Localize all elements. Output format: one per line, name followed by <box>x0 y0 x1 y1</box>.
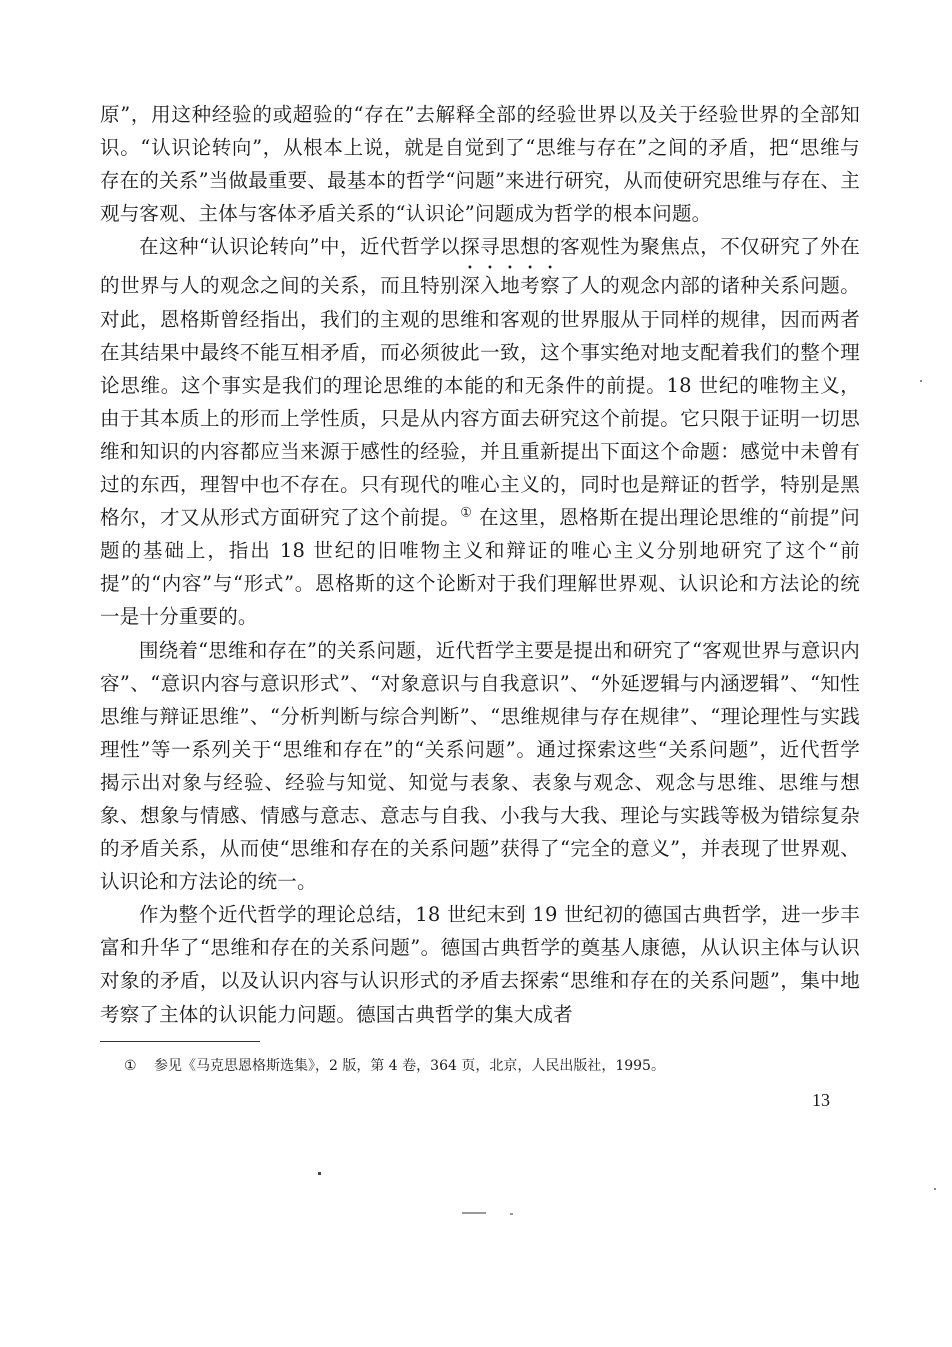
scan-speck <box>920 380 922 382</box>
paragraph-4-text: 作为整个近代哲学的理论总结，18 世纪末到 19 世纪初的德国古典哲学，进一步丰富和升华了“思维和存在的关系问题”。德国古典哲学的奠基人康德，从认识主体与认识对象的矛盾，以及认识内容与认识形式的矛盾去探索“思维和存在的关系问题”，集中地考察了主体的认识能力问题。德国古典哲学的集大成者 <box>100 903 860 1026</box>
footnote-text: 参见《马克思恩格斯选集》，2 版，第 4 卷，364 页，北京，人民出版社，1995。 <box>154 1058 665 1074</box>
paragraph-2 <box>100 230 860 633</box>
footnote-mark: ① <box>124 1058 137 1074</box>
paragraph-3 <box>100 634 860 899</box>
scan-speck <box>318 1172 321 1175</box>
paragraph-2-text-a: 在这种“认识论转向”中，近代哲学以探寻思想的客观性为聚焦点，不仅研究了外在的世界与人的观念之间的关系，而且特别 <box>100 235 860 298</box>
footnote <box>124 1055 824 1077</box>
scan-speck <box>934 1188 936 1190</box>
paragraph-2-text-c: 在这里，恩格斯在提出理论思维的“前提”问题的基础上，指出 18 世纪的旧唯物主义和辩证的唯心主义分别地研究了这个“前提”的“内容”与“形式”。恩格斯的这个论断对于我们理解世界观、认识论和方法论的统一是十分重要的。 <box>100 506 860 629</box>
emphasized-phrase: 深入地考察 <box>460 274 561 298</box>
scan-speck <box>462 1212 486 1214</box>
footnote-reference[interactable]: ① <box>460 505 473 521</box>
paragraph-1-text: 原”，用这种经验的或超验的“存在”去解释全部的经验世界以及关于经验世界的全部知识。“认识论转向”，从根本上说，就是自觉到了“思维与存在”之间的矛盾，把“思维与存在的关系”当做最重要、最基本的哲学“问题”来进行研究，从而使研究思维与存在、主观与客观、主体与客体矛盾关系的“认识论”问题成为哲学的根本问题。 <box>100 103 860 226</box>
paragraph-4 <box>100 898 860 1030</box>
paragraph-1 <box>100 98 860 230</box>
footnote-divider <box>100 1041 260 1042</box>
paragraph-3-text: 围绕着“思维和存在”的关系问题，近代哲学主要是提出和研究了“客观世界与意识内容”、“意识内容与意识形式”、“对象意识与自我意识”、“外延逻辑与内涵逻辑”、“知性思维与辩证思维”、“分析判断与综合判断”、“思维规律与存在规律”、“理论理性与实践理性”等一系列关于“思维和存在”的“关系问题”。通过探索这些“关系问题”，近代哲学揭示出对象与经验、经验与知觉、知觉与表象、表象与观念、观念与思维、思维与想象、想象与情感、情感与意志、意志与自我、小我与大我、理论与实践等极为错综复杂的矛盾关系，从而使“思维和存在的关系问题”获得了“完全的意义”，并表现了世界观、认识论和方法论的统一。 <box>100 638 860 894</box>
page-number: 13 <box>812 1090 830 1110</box>
paragraph-2-text-b: 了人的观念内部的诸种关系问题。对此，恩格斯曾经指出，我们的主观的思维和客观的世界服从于同样的规律，因而两者在其结果中最终不能互相矛盾，而必须彼此一致，这个事实绝对地支配着我们的整个理论思维。这个事实是我们的理论思维的本能的和无条件的前提。18 世纪的唯物主义，由于其本质上的形而上学性质，只是从内容方面去研究这个前提。它只限于证明一切思维和知识的内容都应当来源于感性的经验，并且重新提出下面这个命题：感觉中未曾有过的东西，理智中也不存在。只有现代的唯心主义的，同时也是辩证的哲学，特别是黑格尔，才又从形式方面研究了这个前提。 <box>100 274 860 530</box>
body-text <box>100 98 860 1031</box>
scan-speck <box>510 1213 513 1215</box>
